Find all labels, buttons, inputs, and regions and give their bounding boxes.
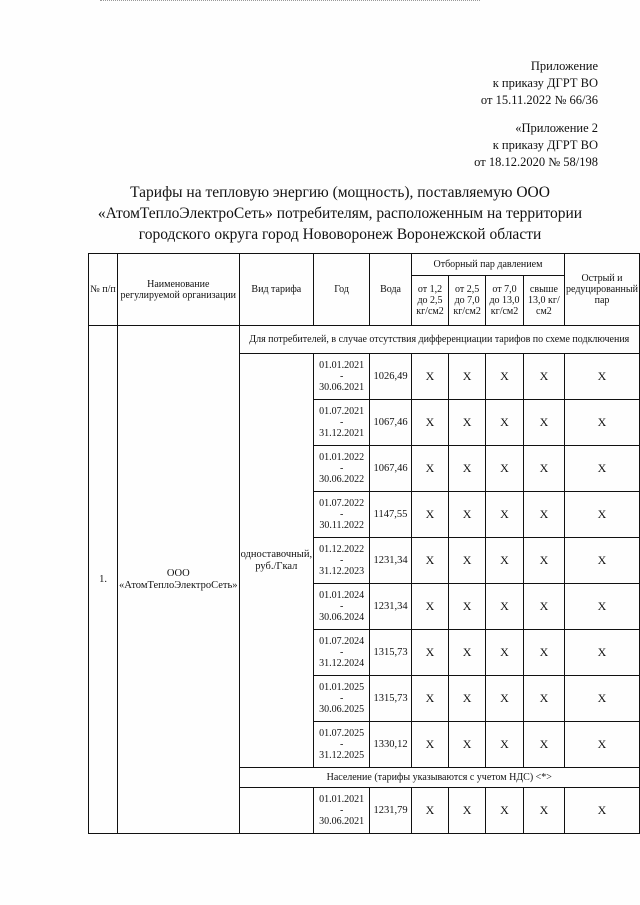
not-applicable-mark: Х <box>564 788 639 834</box>
not-applicable-mark: Х <box>564 676 639 722</box>
not-applicable-mark: Х <box>449 676 486 722</box>
not-applicable-mark: Х <box>411 630 448 676</box>
appendix-line-3: от 15.11.2022 № 66/36 <box>480 93 598 107</box>
period-cell <box>314 788 370 834</box>
header-pressure-3: от 7,0 до 13,0 кг/см2 <box>486 276 524 326</box>
period-cell <box>314 722 370 768</box>
period-dash: - <box>339 509 344 520</box>
appendix-prev-line-1: «Приложение 2 <box>515 121 598 135</box>
not-applicable-mark: Х <box>486 492 524 538</box>
not-applicable-mark: Х <box>449 538 486 584</box>
period-end: 31.12.2021 <box>319 428 365 439</box>
period-start: 01.01.2021 <box>319 360 365 371</box>
water-tariff: 1067,46 <box>370 446 412 492</box>
not-applicable-mark: Х <box>486 354 524 400</box>
not-applicable-mark: Х <box>449 630 486 676</box>
period-start: 01.12.2022 <box>319 544 365 555</box>
not-applicable-mark: Х <box>486 400 524 446</box>
period-end: 31.12.2025 <box>319 750 365 761</box>
period-cell <box>314 676 370 722</box>
not-applicable-mark: Х <box>411 788 448 834</box>
title-line-3: городского округа город Нововоронеж Воронежской области <box>138 226 542 243</box>
not-applicable-mark: Х <box>523 676 564 722</box>
section-consumers: Для потребителей, в случае отсутствия дифференциации тарифов по схеме подключения <box>239 326 639 354</box>
period-end: 30.06.2025 <box>319 704 365 715</box>
period-dash: - <box>339 739 344 750</box>
period-cell <box>314 630 370 676</box>
header-pressure-2: от 2,5 до 7,0 кг/см2 <box>449 276 486 326</box>
not-applicable-mark: Х <box>411 538 448 584</box>
period-dash: - <box>339 371 344 382</box>
not-applicable-mark: Х <box>449 446 486 492</box>
water-tariff: 1330,12 <box>370 722 412 768</box>
not-applicable-mark: Х <box>411 584 448 630</box>
water-tariff: 1067,46 <box>370 400 412 446</box>
not-applicable-mark: Х <box>523 354 564 400</box>
period-start: 01.01.2022 <box>319 452 365 463</box>
tariff-kind: одноставочный, руб./Гкал <box>239 354 314 768</box>
appendix-prev-line-3: от 18.12.2020 № 58/198 <box>474 155 598 169</box>
header-kind: Вид тарифа <box>239 254 314 326</box>
title-line-1: Тарифы на тепловую энергию (мощность), поставляемую ООО <box>130 184 550 201</box>
period-dash: - <box>339 555 344 566</box>
water-tariff: 1231,79 <box>370 788 412 834</box>
period-cell <box>314 492 370 538</box>
appendix-line-2: к приказу ДГРТ ВО <box>492 76 598 90</box>
not-applicable-mark: Х <box>564 538 639 584</box>
not-applicable-mark: Х <box>486 788 524 834</box>
not-applicable-mark: Х <box>523 722 564 768</box>
period-dash: - <box>339 601 344 612</box>
not-applicable-mark: Х <box>564 584 639 630</box>
not-applicable-mark: Х <box>411 446 448 492</box>
period-end: 30.06.2024 <box>319 612 365 623</box>
not-applicable-mark: Х <box>449 722 486 768</box>
period-start: 01.01.2024 <box>319 590 365 601</box>
water-tariff: 1231,34 <box>370 538 412 584</box>
not-applicable-mark: Х <box>523 538 564 584</box>
period-start: 01.07.2025 <box>319 728 365 739</box>
period-cell <box>314 538 370 584</box>
period-start: 01.07.2022 <box>319 498 365 509</box>
period-end: 31.12.2023 <box>319 566 365 577</box>
organization-name: ООО «АтомТеплоЭлектроСеть» <box>118 326 240 834</box>
period-dash: - <box>339 417 344 428</box>
not-applicable-mark: Х <box>564 354 639 400</box>
header-sharp-steam: Острый и редуцированный пар <box>564 254 639 326</box>
appendix-prev-line-2: к приказу ДГРТ ВО <box>492 138 598 152</box>
scan-artifact <box>100 0 480 5</box>
header-water: Вода <box>370 254 412 326</box>
appendix-line-1: Приложение <box>530 59 598 73</box>
header-steam-group: Отборный пар давлением <box>411 254 564 276</box>
period-cell <box>314 354 370 400</box>
not-applicable-mark: Х <box>523 630 564 676</box>
not-applicable-mark: Х <box>523 446 564 492</box>
period-cell <box>314 400 370 446</box>
period-end: 30.06.2021 <box>319 382 365 393</box>
tariff-table <box>88 253 640 834</box>
header-pressure-1: от 1,2 до 2,5 кг/см2 <box>411 276 448 326</box>
not-applicable-mark: Х <box>523 492 564 538</box>
period-end: 30.06.2022 <box>319 474 365 485</box>
not-applicable-mark: Х <box>486 584 524 630</box>
not-applicable-mark: Х <box>564 400 639 446</box>
not-applicable-mark: Х <box>411 676 448 722</box>
not-applicable-mark: Х <box>486 446 524 492</box>
not-applicable-mark: Х <box>486 538 524 584</box>
not-applicable-mark: Х <box>564 446 639 492</box>
appendix-header <box>481 58 598 109</box>
not-applicable-mark: Х <box>411 722 448 768</box>
period-dash: - <box>339 647 344 658</box>
period-end: 31.12.2024 <box>319 658 365 669</box>
period-dash: - <box>339 463 344 474</box>
not-applicable-mark: Х <box>564 492 639 538</box>
not-applicable-mark: Х <box>411 400 448 446</box>
not-applicable-mark: Х <box>486 676 524 722</box>
not-applicable-mark: Х <box>449 492 486 538</box>
section-population: Население (тарифы указываются с учетом НДС) <*> <box>239 768 639 788</box>
not-applicable-mark: Х <box>564 630 639 676</box>
not-applicable-mark: Х <box>449 584 486 630</box>
not-applicable-mark: Х <box>449 400 486 446</box>
appendix-prev-header <box>474 120 598 171</box>
period-start: 01.07.2024 <box>319 636 365 647</box>
water-tariff: 1231,34 <box>370 584 412 630</box>
not-applicable-mark: Х <box>449 354 486 400</box>
period-cell <box>314 446 370 492</box>
header-pressure-4: свыше 13,0 кг/см2 <box>523 276 564 326</box>
period-start: 01.07.2021 <box>319 406 365 417</box>
not-applicable-mark: Х <box>411 354 448 400</box>
period-cell <box>314 584 370 630</box>
not-applicable-mark: Х <box>564 722 639 768</box>
not-applicable-mark: Х <box>523 400 564 446</box>
not-applicable-mark: Х <box>523 788 564 834</box>
document-title <box>90 182 590 245</box>
header-org: Наименование регулируемой организации <box>118 254 240 326</box>
period-dash: - <box>339 805 344 816</box>
period-start: 01.01.2025 <box>319 682 365 693</box>
period-dash: - <box>339 693 344 704</box>
period-start: 01.01.2021 <box>319 794 365 805</box>
water-tariff: 1026,49 <box>370 354 412 400</box>
header-year: Год <box>314 254 370 326</box>
period-end: 30.06.2021 <box>319 816 365 827</box>
not-applicable-mark: Х <box>523 584 564 630</box>
title-line-2: «АтомТеплоЭлектроСеть» потребителям, расположенным на территории <box>97 205 583 222</box>
row-number: 1. <box>89 326 118 834</box>
tariff-kind-empty <box>239 788 314 834</box>
header-num: № п/п <box>89 254 118 326</box>
not-applicable-mark: Х <box>411 492 448 538</box>
water-tariff: 1315,73 <box>370 676 412 722</box>
water-tariff: 1315,73 <box>370 630 412 676</box>
not-applicable-mark: Х <box>486 630 524 676</box>
water-tariff: 1147,55 <box>370 492 412 538</box>
not-applicable-mark: Х <box>486 722 524 768</box>
not-applicable-mark: Х <box>449 788 486 834</box>
period-end: 30.11.2022 <box>319 520 364 531</box>
